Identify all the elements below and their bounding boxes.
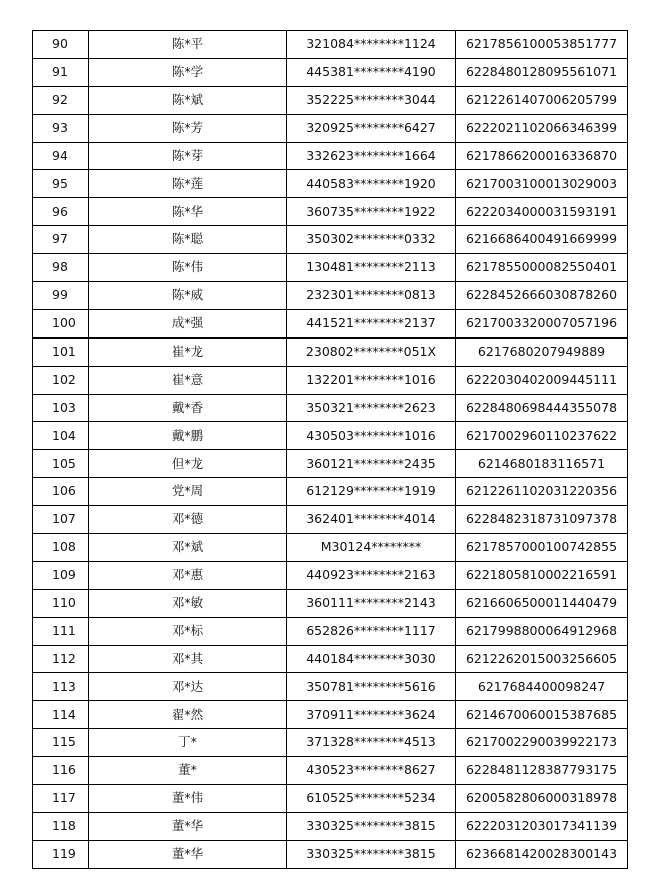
table-row (33, 673, 628, 701)
row-number-cell: 113 (33, 673, 89, 701)
account-number-cell: 6221805810002216591 (456, 561, 628, 589)
row-number-cell: 109 (33, 561, 89, 589)
id-number-cell: 440923********2163 (287, 561, 456, 589)
table-row (33, 31, 628, 59)
row-number-cell: 105 (33, 450, 89, 478)
id-number-cell: 230802********051X (287, 338, 456, 366)
name-cell: 党*周 (89, 478, 287, 506)
name-cell: 戴*香 (89, 394, 287, 422)
id-number-cell: 130481********2113 (287, 254, 456, 282)
name-cell: 陈*伟 (89, 254, 287, 282)
account-number-cell: 6214680183116571 (456, 450, 628, 478)
id-number-cell: 332623********1664 (287, 142, 456, 170)
row-number-cell: 106 (33, 478, 89, 506)
row-number-cell: 108 (33, 534, 89, 562)
id-number-cell: 610525********5234 (287, 785, 456, 813)
id-number-cell: 652826********1117 (287, 617, 456, 645)
id-number-cell: 330325********3815 (287, 840, 456, 868)
table-row (33, 366, 628, 394)
account-number-cell: 6228452666030878260 (456, 282, 628, 310)
table-row (33, 394, 628, 422)
name-cell: 翟*然 (89, 701, 287, 729)
table-row (33, 338, 628, 366)
account-number-cell: 6236681420028300143 (456, 840, 628, 868)
id-number-cell: M30124******** (287, 534, 456, 562)
id-number-cell: 132201********1016 (287, 366, 456, 394)
row-number-cell: 107 (33, 506, 89, 534)
name-cell: 陈*华 (89, 198, 287, 226)
row-number-cell: 104 (33, 422, 89, 450)
name-cell: 邓*德 (89, 506, 287, 534)
name-cell: 陈*聪 (89, 226, 287, 254)
account-number-cell: 6222034000031593191 (456, 198, 628, 226)
name-cell: 董*华 (89, 812, 287, 840)
table-row (33, 701, 628, 729)
name-cell: 崔*意 (89, 366, 287, 394)
name-cell: 陈*威 (89, 282, 287, 310)
account-number-cell: 6228480698444355078 (456, 394, 628, 422)
account-number-cell: 6217998800064912968 (456, 617, 628, 645)
account-number-cell: 6222030402009445111 (456, 366, 628, 394)
row-number-cell: 94 (33, 142, 89, 170)
account-number-cell: 6212261407006205799 (456, 86, 628, 114)
name-cell: 邓*标 (89, 617, 287, 645)
id-number-cell: 330325********3815 (287, 812, 456, 840)
name-cell: 邓*斌 (89, 534, 287, 562)
table-row (33, 729, 628, 757)
name-cell: 董* (89, 757, 287, 785)
table-body (33, 31, 628, 869)
table-row (33, 198, 628, 226)
table-row (33, 757, 628, 785)
account-number-cell: 6217680207949889 (456, 338, 628, 366)
account-number-cell: 6228481128387793175 (456, 757, 628, 785)
row-number-cell: 117 (33, 785, 89, 813)
name-cell: 丁* (89, 729, 287, 757)
account-number-cell: 6217002960110237622 (456, 422, 628, 450)
id-number-cell: 370911********3624 (287, 701, 456, 729)
id-number-cell: 232301********0813 (287, 282, 456, 310)
table-row (33, 309, 628, 337)
name-cell: 戴*鹏 (89, 422, 287, 450)
table-row (33, 785, 628, 813)
table-row (33, 282, 628, 310)
name-cell: 邓*敏 (89, 589, 287, 617)
name-cell: 董*华 (89, 840, 287, 868)
account-number-cell: 6216606500011440479 (456, 589, 628, 617)
id-number-cell: 350302********0332 (287, 226, 456, 254)
table-row (33, 617, 628, 645)
row-number-cell: 101 (33, 338, 89, 366)
name-cell: 邓*惠 (89, 561, 287, 589)
row-number-cell: 118 (33, 812, 89, 840)
id-number-cell: 321084********1124 (287, 31, 456, 59)
row-number-cell: 99 (33, 282, 89, 310)
table-row (33, 422, 628, 450)
row-number-cell: 95 (33, 170, 89, 198)
row-number-cell: 97 (33, 226, 89, 254)
row-number-cell: 98 (33, 254, 89, 282)
account-number-cell: 6228480128095561071 (456, 58, 628, 86)
table-row (33, 506, 628, 534)
account-number-cell: 6216686400491669999 (456, 226, 628, 254)
account-number-cell: 6222021102066346399 (456, 114, 628, 142)
account-number-cell: 6222031203017341139 (456, 812, 628, 840)
row-number-cell: 100 (33, 309, 89, 337)
account-number-cell: 6217866200016336870 (456, 142, 628, 170)
id-number-cell: 430503********1016 (287, 422, 456, 450)
name-cell: 陈*斌 (89, 86, 287, 114)
id-number-cell: 360735********1922 (287, 198, 456, 226)
id-number-cell: 440583********1920 (287, 170, 456, 198)
table-row (33, 812, 628, 840)
name-cell: 邓*达 (89, 673, 287, 701)
row-number-cell: 115 (33, 729, 89, 757)
table-row (33, 840, 628, 868)
account-number-cell: 6217003100013029003 (456, 170, 628, 198)
id-number-cell: 360121********2435 (287, 450, 456, 478)
table-row (33, 534, 628, 562)
recipient-table (32, 30, 628, 869)
name-cell: 陈*莲 (89, 170, 287, 198)
row-number-cell: 112 (33, 645, 89, 673)
row-number-cell: 91 (33, 58, 89, 86)
table-row (33, 478, 628, 506)
name-cell: 陈*平 (89, 31, 287, 59)
id-number-cell: 440184********3030 (287, 645, 456, 673)
table-row (33, 58, 628, 86)
id-number-cell: 320925********6427 (287, 114, 456, 142)
row-number-cell: 96 (33, 198, 89, 226)
account-number-cell: 6228482318731097378 (456, 506, 628, 534)
row-number-cell: 102 (33, 366, 89, 394)
name-cell: 崔*龙 (89, 338, 287, 366)
account-number-cell: 6217002290039922173 (456, 729, 628, 757)
account-number-cell: 6217857000100742855 (456, 534, 628, 562)
table-row (33, 86, 628, 114)
account-number-cell: 6200582806000318978 (456, 785, 628, 813)
name-cell: 陈*芽 (89, 142, 287, 170)
id-number-cell: 441521********2137 (287, 309, 456, 337)
name-cell: 邓*其 (89, 645, 287, 673)
table-row (33, 114, 628, 142)
name-cell: 陈*芳 (89, 114, 287, 142)
account-number-cell: 6217856100053851777 (456, 31, 628, 59)
account-number-cell: 6212261102031220356 (456, 478, 628, 506)
name-cell: 但*龙 (89, 450, 287, 478)
account-number-cell: 6217003320007057196 (456, 309, 628, 337)
table-row (33, 226, 628, 254)
id-number-cell: 350321********2623 (287, 394, 456, 422)
name-cell: 成*强 (89, 309, 287, 337)
row-number-cell: 111 (33, 617, 89, 645)
table-row (33, 645, 628, 673)
row-number-cell: 110 (33, 589, 89, 617)
table-row (33, 254, 628, 282)
id-number-cell: 350781********5616 (287, 673, 456, 701)
table-row (33, 142, 628, 170)
table-row (33, 561, 628, 589)
row-number-cell: 114 (33, 701, 89, 729)
account-number-cell: 6214670060015387685 (456, 701, 628, 729)
table-row (33, 450, 628, 478)
id-number-cell: 362401********4014 (287, 506, 456, 534)
id-number-cell: 445381********4190 (287, 58, 456, 86)
row-number-cell: 92 (33, 86, 89, 114)
table-row (33, 589, 628, 617)
id-number-cell: 430523********8627 (287, 757, 456, 785)
account-number-cell: 6212262015003256605 (456, 645, 628, 673)
table-row (33, 170, 628, 198)
account-number-cell: 6217684400098247 (456, 673, 628, 701)
id-number-cell: 360111********2143 (287, 589, 456, 617)
row-number-cell: 90 (33, 31, 89, 59)
row-number-cell: 93 (33, 114, 89, 142)
id-number-cell: 352225********3044 (287, 86, 456, 114)
name-cell: 陈*学 (89, 58, 287, 86)
account-number-cell: 6217855000082550401 (456, 254, 628, 282)
row-number-cell: 119 (33, 840, 89, 868)
row-number-cell: 116 (33, 757, 89, 785)
id-number-cell: 371328********4513 (287, 729, 456, 757)
row-number-cell: 103 (33, 394, 89, 422)
id-number-cell: 612129********1919 (287, 478, 456, 506)
name-cell: 董*伟 (89, 785, 287, 813)
